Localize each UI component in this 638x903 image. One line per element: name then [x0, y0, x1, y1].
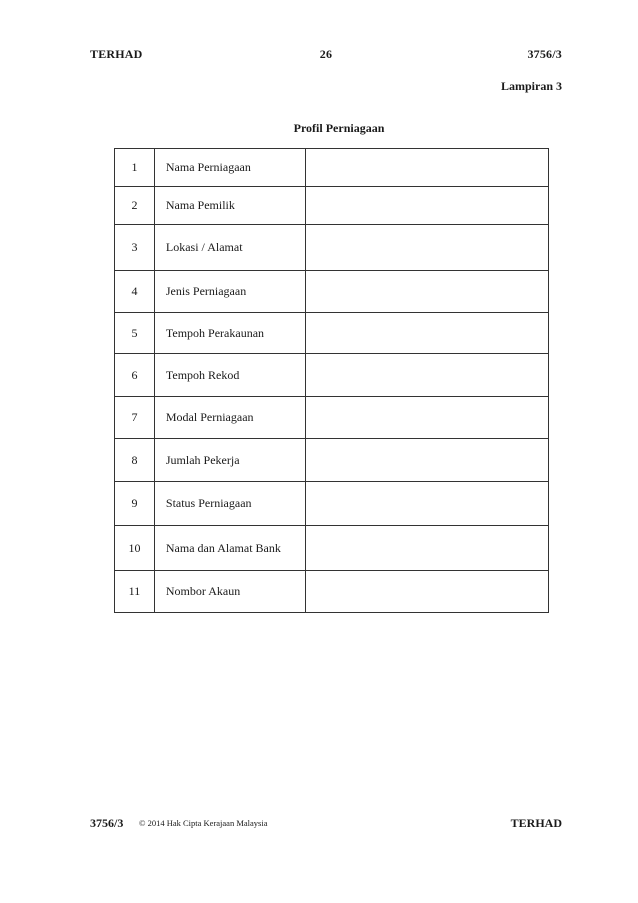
- row-label: Modal Perniagaan: [154, 397, 305, 439]
- footer-classification: TERHAD: [510, 816, 562, 830]
- page-title: Profil Perniagaan: [293, 121, 385, 135]
- table-row: [115, 439, 549, 482]
- row-number: 6: [115, 354, 155, 397]
- table-row: [115, 354, 549, 397]
- row-value-cell: [305, 397, 548, 439]
- row-value-cell: [305, 482, 548, 526]
- table-row: [115, 482, 549, 526]
- row-label: Tempoh Perakaunan: [154, 313, 305, 354]
- header-classification: TERHAD: [90, 47, 143, 61]
- row-label: Nombor Akaun: [154, 571, 305, 613]
- table-row: [115, 526, 549, 571]
- row-value-cell: [305, 187, 548, 225]
- table-row: [115, 313, 549, 354]
- table-row: [115, 149, 549, 187]
- row-number: 8: [115, 439, 155, 482]
- business-profile-table: [114, 148, 549, 613]
- appendix-label: Lampiran 3: [500, 79, 562, 93]
- table-row: [115, 271, 549, 313]
- row-label: Jumlah Pekerja: [154, 439, 305, 482]
- row-value-cell: [305, 271, 548, 313]
- row-number: 2: [115, 187, 155, 225]
- row-number: 1: [115, 149, 155, 187]
- row-number: 10: [115, 526, 155, 571]
- page-number: 26: [319, 47, 333, 61]
- row-label: Lokasi / Alamat: [154, 225, 305, 271]
- row-number: 11: [115, 571, 155, 613]
- table-row: [115, 571, 549, 613]
- row-label: Nama Perniagaan: [154, 149, 305, 187]
- table-row: [115, 187, 549, 225]
- row-value-cell: [305, 313, 548, 354]
- row-number: 7: [115, 397, 155, 439]
- row-value-cell: [305, 225, 548, 271]
- footer-document-code: 3756/3: [90, 816, 124, 830]
- row-value-cell: [305, 439, 548, 482]
- footer-copyright: © 2014 Hak Cipta Kerajaan Malaysia: [139, 818, 268, 828]
- row-value-cell: [305, 526, 548, 571]
- row-number: 4: [115, 271, 155, 313]
- row-value-cell: [305, 354, 548, 397]
- table-row: [115, 225, 549, 271]
- header-document-code: 3756/3: [527, 47, 562, 61]
- row-number: 3: [115, 225, 155, 271]
- table-row: [115, 397, 549, 439]
- row-label: Nama dan Alamat Bank: [154, 526, 305, 571]
- row-label: Nama Pemilik: [154, 187, 305, 225]
- row-label: Tempoh Rekod: [154, 354, 305, 397]
- row-number: 5: [115, 313, 155, 354]
- row-value-cell: [305, 149, 548, 187]
- row-number: 9: [115, 482, 155, 526]
- row-label: Status Perniagaan: [154, 482, 305, 526]
- row-label: Jenis Perniagaan: [154, 271, 305, 313]
- row-value-cell: [305, 571, 548, 613]
